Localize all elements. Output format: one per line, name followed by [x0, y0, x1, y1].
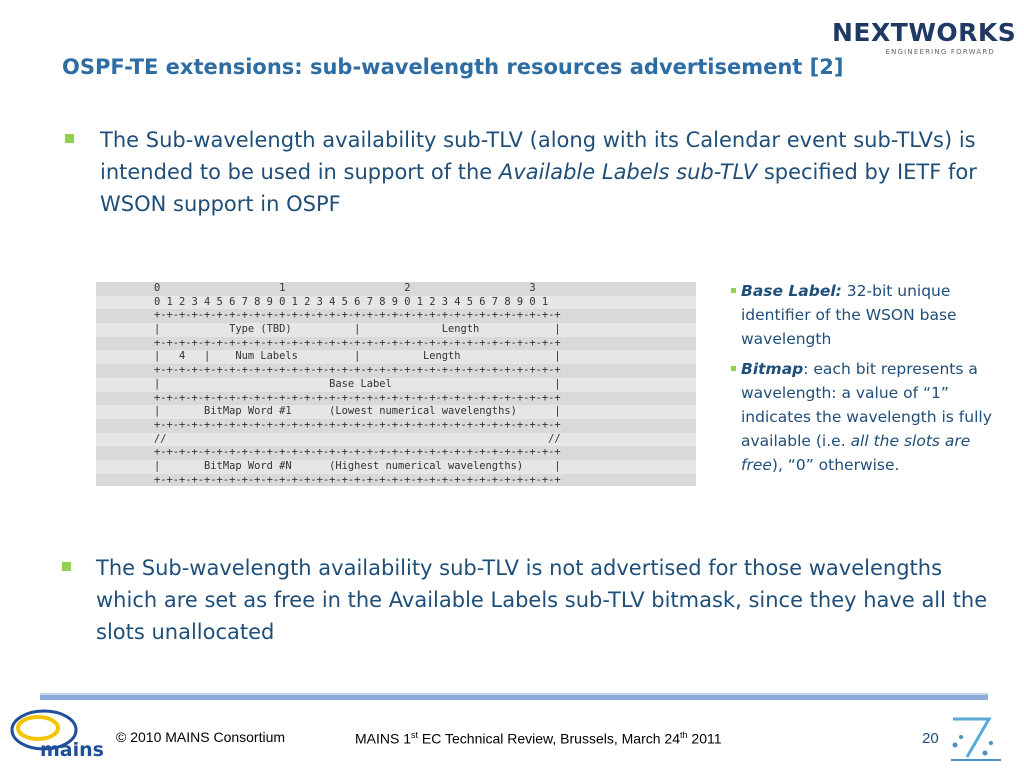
tlv-format-diagram	[96, 282, 696, 486]
bullet-marker-1	[65, 134, 74, 143]
code-line: | 4 | Num Labels | Length |	[96, 350, 696, 364]
code-line: // //	[96, 433, 696, 447]
logo-tagline: ENGINEERING FORWARD	[885, 48, 995, 56]
conf-a: MAINS 1	[355, 730, 412, 747]
bullet-1-text-a: The Sub-wavelength availability sub-TLV (along with its Calendar event sub-TLVs) is intended to be used in support of the	[100, 128, 976, 184]
code-line: +-+-+-+-+-+-+-+-+-+-+-+-+-+-+-+-+-+-+-+-+-+-+-+-+-+-+-+-+-+-+-+-+	[154, 336, 561, 349]
code-line: | BitMap Word #N (Highest numerical wavelengths) |	[96, 460, 696, 474]
fp7-logo	[945, 713, 1007, 765]
footer-divider	[40, 693, 988, 700]
code-line: +-+-+-+-+-+-+-+-+-+-+-+-+-+-+-+-+-+-+-+-+-+-+-+-+-+-+-+-+-+-+-+-+	[154, 418, 561, 431]
side-notes	[731, 279, 993, 483]
code-line: 0 1 2 3	[154, 282, 536, 294]
code-line: +-+-+-+-+-+-+-+-+-+-+-+-+-+-+-+-+-+-+-+-+-+-+-+-+-+-+-+-+-+-+-+-+	[154, 446, 561, 459]
conference-text	[355, 730, 722, 747]
code-line: +-+-+-+-+-+-+-+-+-+-+-+-+-+-+-+-+-+-+-+-+-+-+-+-+-+-+-+-+-+-+-+-+	[154, 473, 561, 486]
base-label-text: 32-bit unique identifier of the WSON base wavelength	[741, 282, 957, 348]
bullet-point-2: The Sub-wavelength availability sub-TLV is not advertised for those wavelengths which are set as free in the Available Labels sub-TLV bitmask, since they have all the slots unallocated	[96, 556, 988, 644]
conf-b: EC Technical Review, Brussels, March 24	[418, 730, 680, 747]
bitmap-italic: all the slots are free	[741, 432, 971, 474]
bullet-point-1	[100, 124, 980, 220]
code-line: +-+-+-+-+-+-+-+-+-+-+-+-+-+-+-+-+-+-+-+-+-+-+-+-+-+-+-+-+-+-+-+-+	[154, 309, 561, 322]
note-bullet-marker	[731, 288, 736, 293]
conf-sup-2: th	[680, 730, 688, 740]
page-number: 20	[922, 730, 939, 747]
conf-c: 2011	[687, 730, 722, 747]
note-bullet-marker	[731, 366, 736, 371]
code-line: | Type (TBD) | Length |	[96, 323, 696, 337]
bullet-1-italic: Available Labels sub-TLV	[498, 160, 758, 184]
bullet-1-text-b: specified by IETF for WSON support in OSPF	[100, 160, 977, 216]
code-line: +-+-+-+-+-+-+-+-+-+-+-+-+-+-+-+-+-+-+-+-+-+-+-+-+-+-+-+-+-+-+-+-+	[154, 364, 561, 377]
bitmap-text-b: ), “0” otherwise.	[771, 456, 900, 474]
code-line: | BitMap Word #1 (Lowest numerical wavelengths) |	[96, 405, 696, 419]
logo-wordmark: NEXTWORKS	[832, 18, 1017, 47]
copyright-text: © 2010 MAINS Consortium	[116, 729, 286, 745]
mains-logo	[10, 708, 104, 763]
bitmap-term: Bitmap	[741, 360, 804, 378]
mains-logo-text: mains	[40, 739, 104, 761]
bitmap-text-a: : each bit represents a wavelength: a value of “1” indicates the wavelength is fully available (i.e.	[741, 360, 992, 450]
base-label-term: Base Label:	[741, 282, 842, 300]
conf-sup-1: st	[411, 730, 419, 740]
code-line: +-+-+-+-+-+-+-+-+-+-+-+-+-+-+-+-+-+-+-+-+-+-+-+-+-+-+-+-+-+-+-+-+	[154, 391, 561, 404]
slide-title: OSPF-TE extensions: sub-wavelength resources advertisement [2]	[62, 55, 844, 79]
note-base-label	[731, 279, 993, 351]
code-line: 0 1 2 3 4 5 6 7 8 9 0 1 2 3 4 5 6 7 8 9 0 1 2 3 4 5 6 7 8 9 0 1	[96, 296, 696, 310]
bullet-marker-2	[62, 562, 71, 571]
nextworks-logo	[832, 18, 1017, 58]
code-line: | Base Label |	[96, 378, 696, 392]
note-bitmap	[731, 357, 993, 477]
